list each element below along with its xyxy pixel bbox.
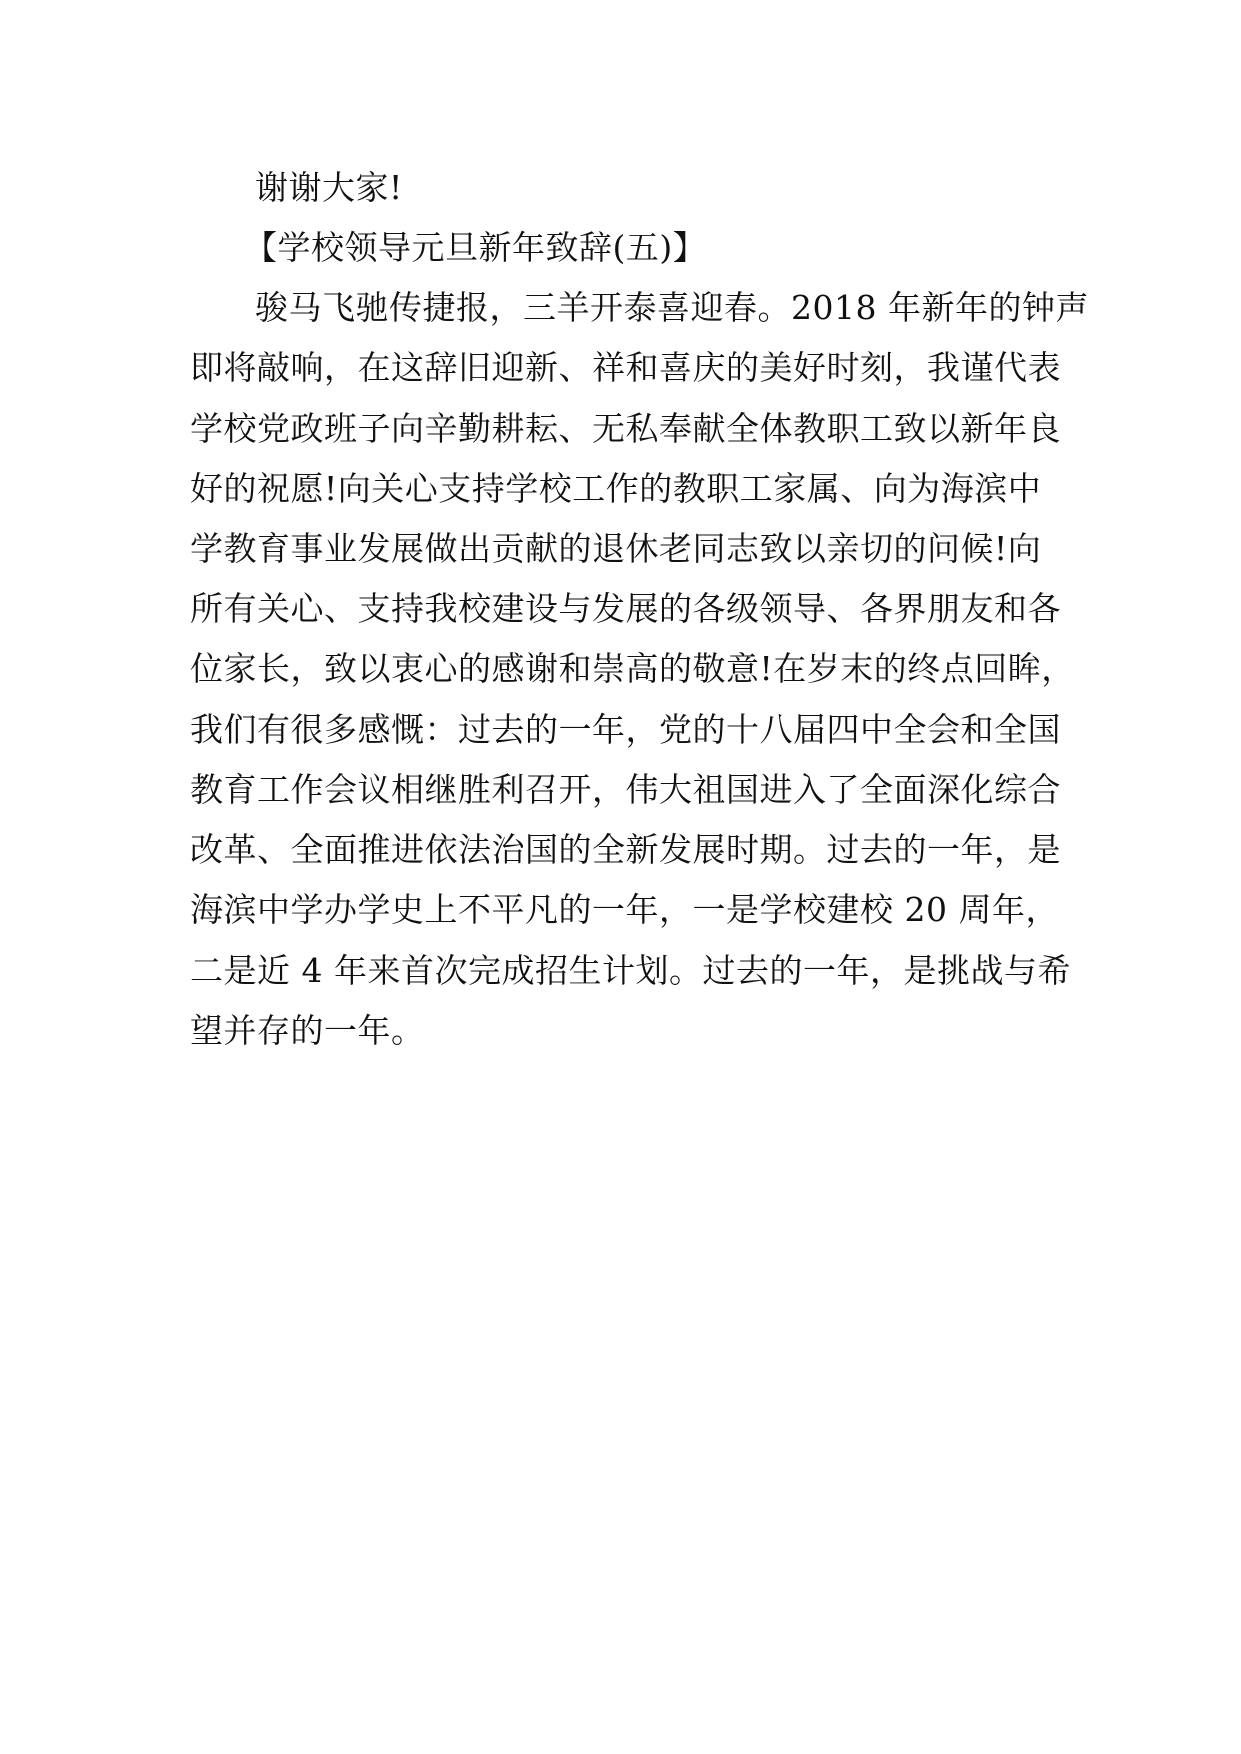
paragraph-line: 我们有很多感慨：过去的一年，党的十八届四中全会和全国 bbox=[190, 710, 1061, 749]
paragraph-line: 海滨中学办学史上不平凡的一年，一是学校建校 20 周年， bbox=[190, 890, 1059, 929]
paragraph-line: 骏马飞驰传捷报，三羊开泰喜迎春。2018 年新年的钟声 bbox=[255, 288, 1089, 327]
paragraph-line: 所有关心、支持我校建设与发展的各级领导、各界朋友和各 bbox=[190, 589, 1061, 628]
paragraph-line: 学教育事业发展做出贡献的退休老同志致以亲切的问候!向 bbox=[190, 529, 1042, 568]
paragraph-line: 好的祝愿!向关心支持学校工作的教职工家属、向为海滨中 bbox=[190, 469, 1042, 508]
paragraph-line: 二是近 4 年来首次完成招生计划。过去的一年，是挑战与希 bbox=[190, 951, 1071, 990]
section-title: 【学校领导元旦新年致辞(五)】 bbox=[244, 228, 707, 267]
thanks-line: 谢谢大家! bbox=[255, 168, 403, 207]
paragraph-line: 改革、全面推进依法治国的全新发展时期。过去的一年，是 bbox=[190, 830, 1061, 869]
paragraph-line: 望并存的一年。 bbox=[190, 1011, 425, 1050]
paragraph-line: 教育工作会议相继胜利召开，伟大祖国进入了全面深化综合 bbox=[190, 770, 1061, 809]
paragraph-line: 位家长，致以衷心的感谢和崇高的敬意!在岁末的终点回眸， bbox=[190, 649, 1075, 688]
paragraph-line: 即将敲响，在这辞旧迎新、祥和喜庆的美好时刻，我谨代表 bbox=[190, 348, 1061, 387]
paragraph-line: 学校党政班子向辛勤耕耘、无私奉献全体教职工致以新年良 bbox=[190, 409, 1061, 448]
